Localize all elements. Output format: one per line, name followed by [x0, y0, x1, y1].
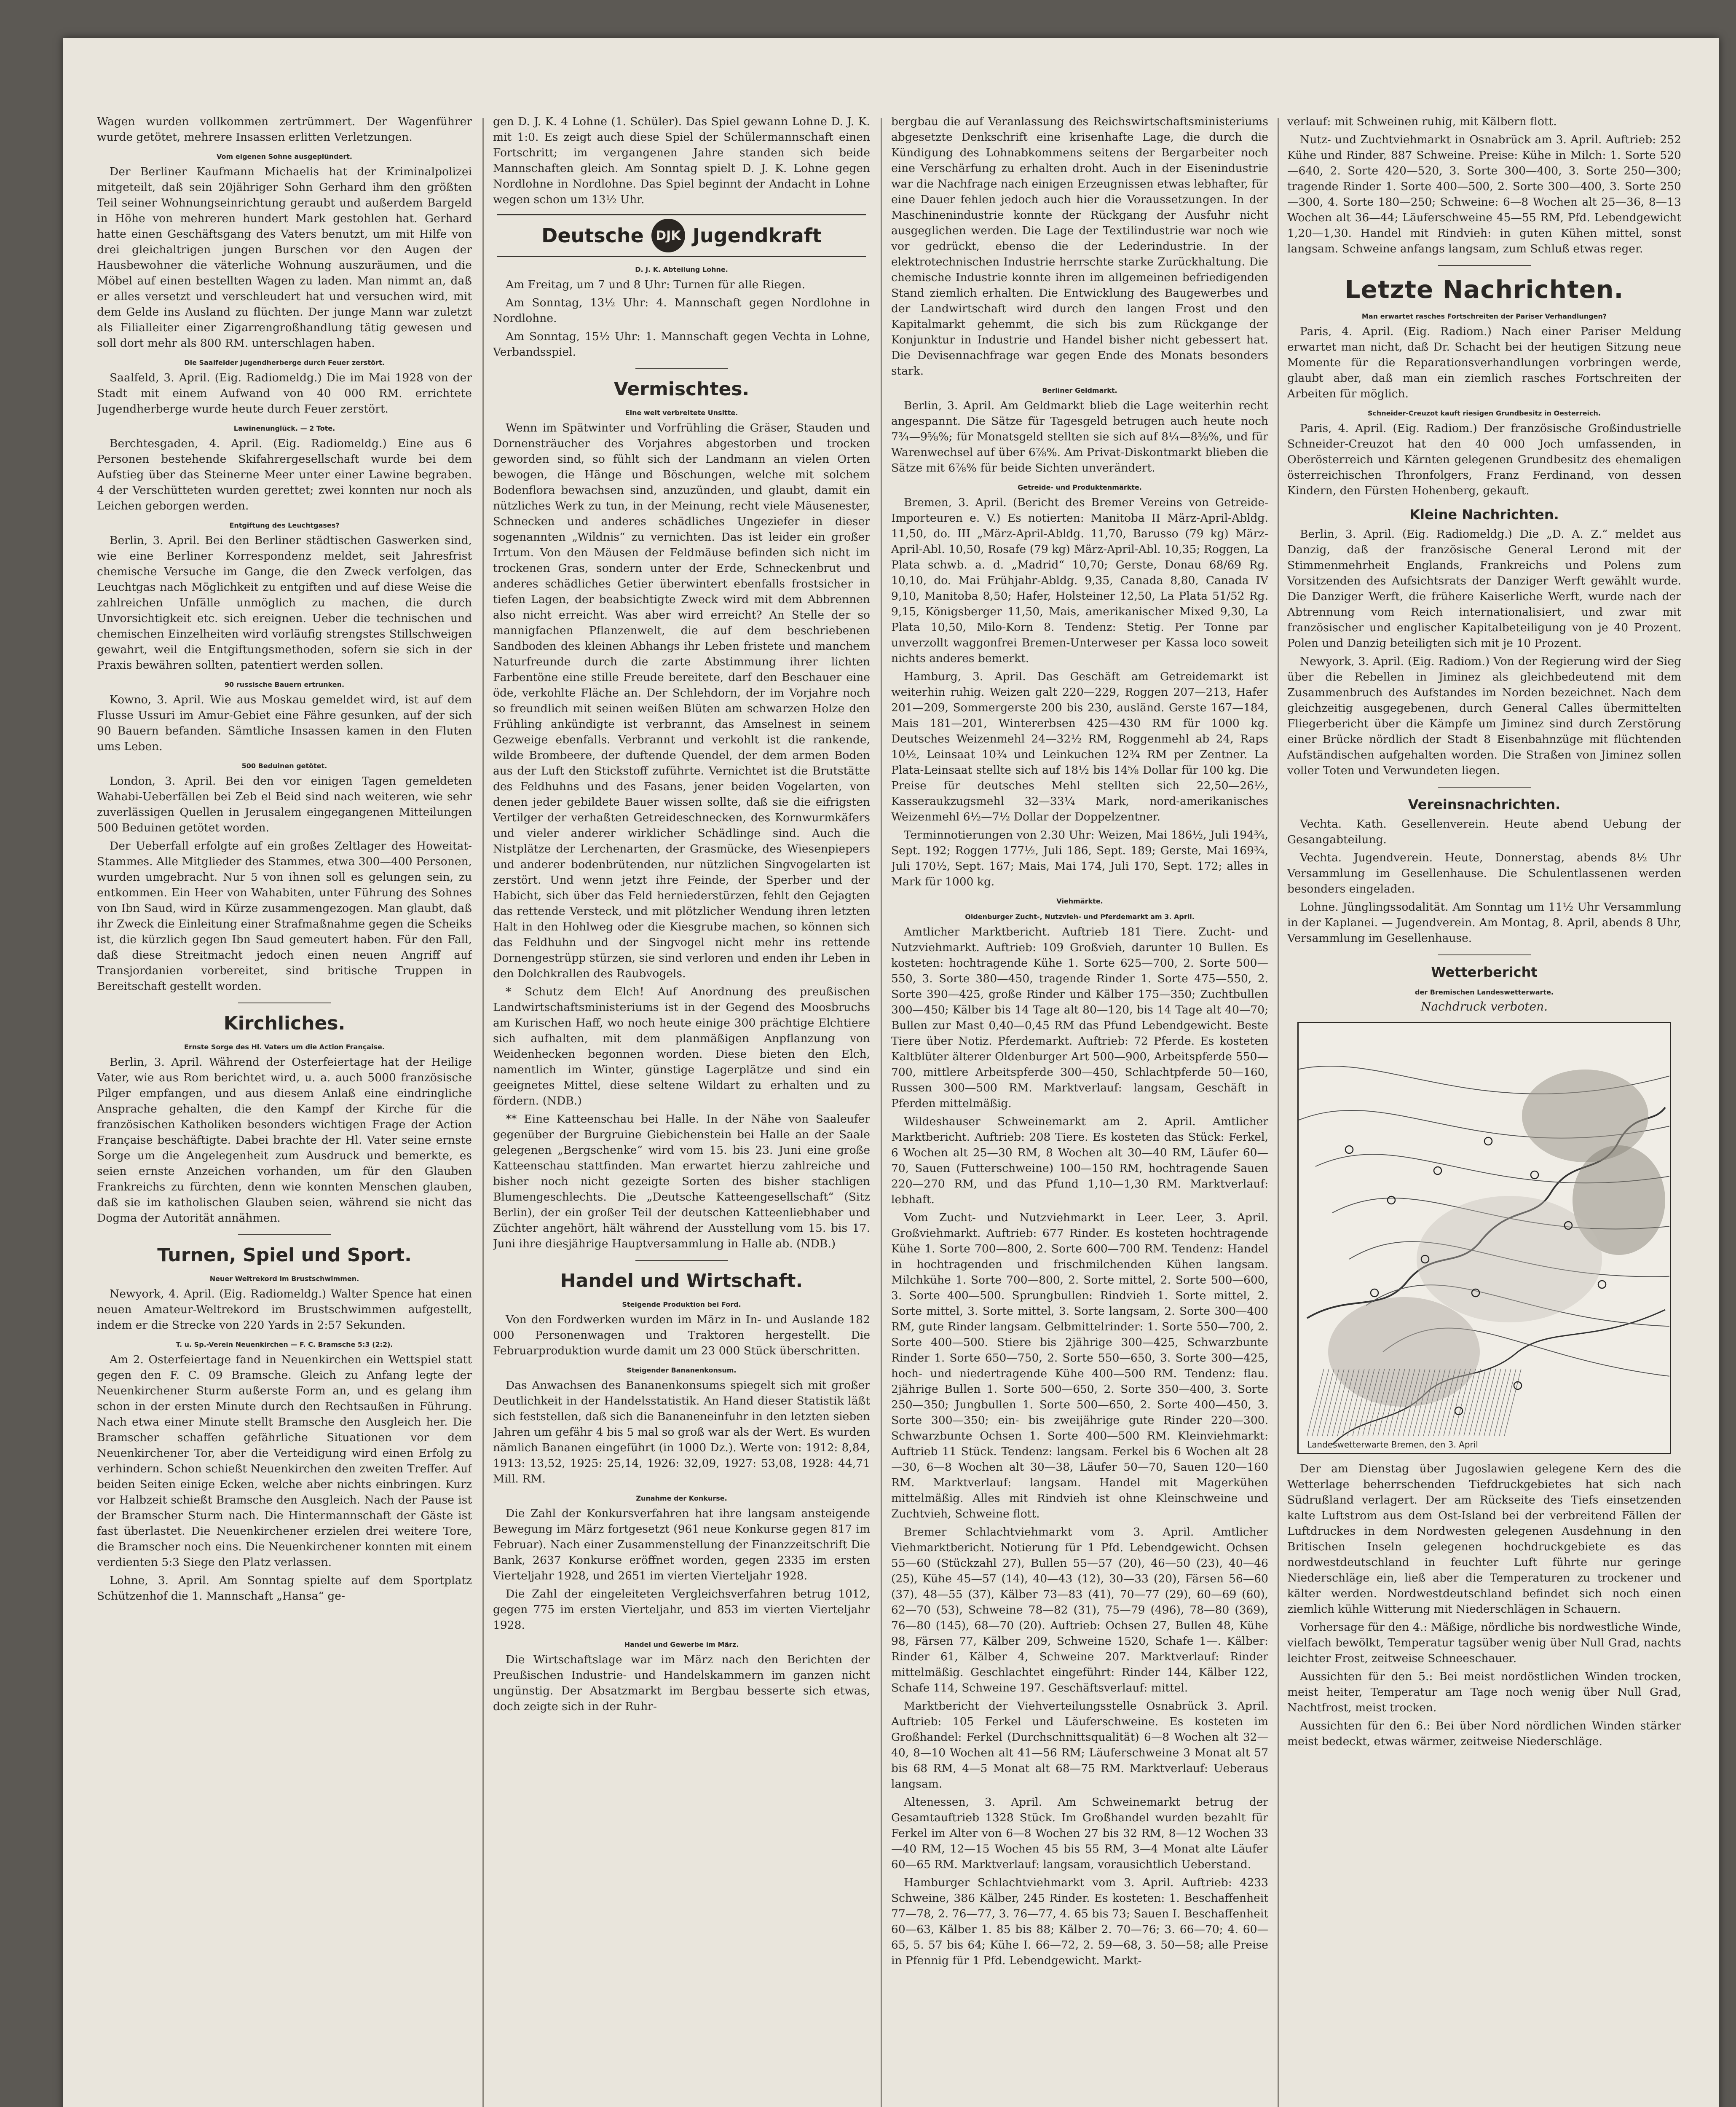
column-4	[1287, 114, 1681, 2107]
article-headline: Die Saalfelder Jugendherberge durch Feuer zerstört.	[184, 359, 385, 367]
section-heading: Letzte Nachrichten.	[1345, 275, 1624, 304]
article-headline: 500 Beduinen getötet.	[241, 762, 327, 770]
article-headline: Neuer Weltrekord im Brustschwimmen.	[209, 1275, 359, 1283]
article-paragraph: Hamburger Schlachtviehmarkt vom 3. April. Auftrieb: 4233 Schweine, 386 Kälber, 245 Rinder. Es kosteten: 1. Beschaffenheit 77—78, 2. 76—77, 3. 76—77, 4. 65 bis 73; Sauen I. Beschaffenheit 60—63, Kälber 1. 85 bis 88; Kälber 2. 70—76; 3. 66—70; 4. 60—65, 5. 57 bis 64; Kühe I. 66—72, 2. 59—68, 3. 50—58; alle Preise in Pfennig für 1 Pfd. Lebendgewicht. Markt-	[891, 1876, 1268, 1967]
article-paragraph: Das Anwachsen des Bananenkonsums spiegelt sich mit großer Deutlichkeit in der Handelsstatistik. An Hand dieser Statistik läßt sich feststellen, daß sich die Bananeneinfuhr in den letzten sieben Jahren um gefähr 4 bis 5 mal so groß war als der Wert. Es wurden nämlich Bananen eingeführt (in 1000 Dz.). Werte von: 1912: 8,84, 1913: 13,52, 1925: 25,14, 1926: 32,09, 1927: 53,08, 1928: 44,71 Mill. RM.	[493, 1379, 870, 1485]
article-paragraph: Aussichten für den 5.: Bei meist nordöstlichen Winden trocken, meist heiter, Temperatur am Tage noch wenig über Null Grad, Nachtfrost, meist trocken.	[1287, 1670, 1681, 1714]
weather-map	[1297, 1022, 1671, 1454]
article-headline: Lawinenunglück. — 2 Tote.	[233, 424, 335, 432]
section-divider	[635, 368, 728, 369]
article-paragraph: Der Ueberfall erfolgte auf ein großes Zeltlager des Howeitat-Stammes. Alle Mitglieder des Stammes, etwa 300—400 Personen, wurden umgebracht. Nur 5 von ihnen soll es gelungen sein, zu entkommen. Ein Heer von Wahabiten, unter Führung des Sohnes von Ibn Saud, wird in Kürze zusammengezogen. Man glaubt, daß ihr Zweck die Einleitung einer Strafmaßnahme gegen die Scheiks ist, die kürzlich gegen Ibn Saud gemeutert haben. Für den Fall, daß diese Streitmacht jedoch einen neuen Angriff auf Transjordanien vorbereitet, sind britische Truppen in Bereitschaft gestellt worden.	[97, 839, 472, 993]
article-paragraph: Die Wirtschaftslage war im März nach den Berichten der Preußischen Industrie- und Handelskammern im ganzen nicht ungünstig. Der Absatzmarkt im Bergbau besserte sich etwas, doch zeigte sich in der Ruhr-	[493, 1653, 870, 1713]
article-paragraph: Wagen wurden vollkommen zertrümmert. Der Wagenführer wurde getötet, mehrere Insassen erlitten Verletzungen.	[97, 115, 472, 144]
article-headline: Handel und Gewerbe im März.	[624, 1641, 739, 1649]
article-paragraph: Vechta. Jugendverein. Heute, Donnerstag, abends 8½ Uhr Versammlung im Gesellenhause. Die Schulentlassenen werden besonders eingeladen.	[1287, 851, 1681, 895]
weather-map-graphic	[1299, 1023, 1669, 1450]
article-paragraph: * Schutz dem Elch! Auf Anordnung des preußischen Landwirtschaftsministeriums ist in der Gegend des Moosbruchs am Kurischen Haff, wo noch heute einige 300 prächtige Elchtiere sich aufhalten, mit dem planmäßigen Anpflanzung von Weidenhecken begonnen worden. Diese bieten den Elch, namentlich im Winter, günstige Lagerplätze und sind ein geeignetes Mittel, diese seltene Wildart zu erhalten und zu fördern. (NDB.)	[493, 985, 870, 1107]
article-headline: Oldenburger Zucht-, Nutzvieh- und Pferdemarkt am 3. April.	[965, 913, 1195, 921]
section-divider	[635, 1260, 728, 1261]
article-headline: T. u. Sp.-Verein Neuenkirchen — F. C. Bramsche 5:3 (2:2).	[176, 1340, 393, 1348]
article-paragraph: Hamburg, 3. April. Das Geschäft am Getreidemarkt ist weiterhin ruhig. Weizen galt 220—229, Roggen 207—213, Hafer 201—209, Sommergerste 200 bis 230, ausländ. Gerste 167—184, Mais 181—201, Wintererbsen 425—430 RM für 1000 kg. Deutsches Weizenmehl 24—32½ RM, Roggenmehl ab 24, Raps 10½, Leinsaat 10¾ und Leinkuchen 12¾ RM per Zentner. La Plata-Leinsaat stellte sich auf 18½ bis 14⅝ Dollar für 100 kg. Die Preise für deutsches Mehl stellten sich 22,50—26½, Kasseraukzugsmehl 32—33¼ Mark, nord-amerikanisches Weizenmehl 6½—7½ Dollar der Doppelzentner.	[891, 670, 1268, 823]
article-paragraph: Am 2. Osterfeiertage fand in Neuenkirchen ein Wettspiel statt gegen den F. C. 09 Bramsche. Gleich zu Anfang legte der Neuenkirchener Sturm außerste Form an, und es gelang ihm schon in der ersten Minute durch den Rechtsaußen in Führung. Nach etwa einer Minute stellt Bramsche den Ausgleich her. Die Bramscher schaffen gefährliche Situationen vor dem Neuenkirchener Tor, aber die Verteidigung wird einen Erfolg zu verhindern. Schon schießt Neuenkirchen den zweiten Treffer. Auf beiden Seiten einige Ecken, welche aber nichts einbringen. Kurz vor Halbzeit schießt Bramsche den Ausgleich. Nach der Pause ist der Bramscher Sturm nach. Die Hintermannschaft der Gäste ist fast überlastet. Die Neuenkirchener erzielen drei weitere Tore, die Bramscher noch eins. Die Neuenkirchener konnten mit einem verdienten 5:3 Siege den Platz verlassen.	[97, 1353, 472, 1569]
article-headline: 90 russische Bauern ertrunken.	[224, 681, 345, 689]
article-headline: Steigender Bananenkonsum.	[627, 1366, 737, 1374]
weather-map-caption: Landeswetterwarte Bremen, den 3. April	[1307, 1440, 1478, 1450]
section-divider	[1438, 787, 1531, 788]
article-paragraph: Bremen, 3. April. (Bericht des Bremer Vereins von Getreide-Importeuren e. V.) Es notierten: Manitoba II März-April-Abldg. 11,50, do. III „März-April-Abldg. 11,70, Barusso (79 kg) März-April-Abl. 10,50, Rosafe (79 kg) März-April-Abl. 10,35; Roggen, La Plata schwb. a. d. „Madrid“ 10,70; Gerste, Donau 68/69 Rg. 10,10, do. Mai Frühjahr-Abldg. 9,35, Canada 8,80, Canada IV 9,10, Manitoba 8,50; Hafer, Holsteiner 12,50, La Plata 51/52 Rg. 9,15, Königsberger 11,50, Mais, amerikanischer Mixed 9,30, La Plata 10,50, Milo-Korn 8. Tendenz: Stetig. Per Tonne par unverzollt waggonfrei Bremen-Unterweser per Kassa loco soweit nichts anderes bemerkt.	[891, 496, 1268, 665]
article-paragraph: Saalfeld, 3. April. (Eig. Radiomeldg.) Die im Mai 1928 von der Stadt mit einem Aufwand von 40 000 RM. errichtete Jugendherberge wurde heute durch Feuer zerstört.	[97, 371, 472, 416]
article-headline: D. J. K. Abteilung Lohne.	[635, 265, 728, 273]
article-paragraph: Marktbericht der Viehverteilungsstelle Osnabrück 3. April. Auftrieb: 105 Ferkel und Läuferschweine. Es kosteten im Großhandel: Ferkel (Durchschnittsqualität) 6—8 Wochen alt 32—40, 8—10 Wochen alt 41—56 RM; Läuferschweine 3 Monat alt 57 bis 68 RM, 4—5 Monat alt 68—75 RM. Marktverlauf: Ueberaus langsam.	[891, 1700, 1268, 1791]
article-headline: Viehmärkte.	[1056, 897, 1103, 905]
article-paragraph: Lohne. Jünglingssodalität. Am Sonntag um 11½ Uhr Versammlung in der Kaplanei. — Jugendverein. Am Montag, 8. April, abends 8 Uhr, Versammlung im Gesellenhause.	[1287, 901, 1681, 945]
article-paragraph: Berlin, 3. April. Am Geldmarkt blieb die Lage weiterhin recht angespannt. Die Sätze für Tagesgeld betrugen auch heute noch 7¾—9⅝%; für Monatsgeld stellten sie sich auf 8¼—8⅜%, und für Warenwechsel auf über 6⅞%. Am Privat-Diskontmarkt blieben die Sätze mit 6⅞% für beide Sichten unverändert.	[891, 399, 1268, 474]
article-paragraph: Wenn im Spätwinter und Vorfrühling die Gräser, Stauden und Dornensträucher des Vorjahres abgestorben und trocken geworden sind, so fühlt sich der Landmann an vielen Orten bewogen, die Hänge und Böschungen, welche mit solchem Bodenflora bewachsen sind, anzuzünden, und glaubt, damit ein nützliches Werk zu tun, in der Meinung, recht viele Mäusenester, Schnecken und anderes schädliches Ungeziefer in dieser sogenannten „Wildnis“ zu vernichten. Das ist leider ein großer Irrtum. Von den Mäusen der Feldmäuse befinden sich nicht im trockenen Gras, sondern unter der Erde, Schneckenbrut und anderes schädliches Getier überwintert ebenfalls frostsicher in tiefen Lagen, der beabsichtigte Zweck wird mit dem Abbrennen also nicht erreicht. Was aber wird erreicht? An Stelle der so mannigfachen Pflanzenwelt, die auf dem beschriebenen Sandboden des kleinen Abhangs ihr Leben fristete und manchem Naturfreunde durch die zarte Abstimmung ihrer lichten Farbentöne eine stille Freude bereitete, darf den Beschauer eine öde, verkohlte Fläche an. Der Schlehdorn, der im Vorjahre noch so freundlich mit seinen weißen Blüten am schwarzen Holze den Frühling ankündigte ist verbrannt, das Amselnest in seinem Gezweige ebenfalls. Verbrannt und verkohlt ist die rankende, wilde Brombeere, der duftende Quendel, der dem armen Boden aus der Luft den Stickstoff zuführte. Vernichtet ist die Brutstätte des Feldhuhns und des Fasans, jener beiden Vogelarten, von denen jeder gebildete Bauer wissen sollte, daß sie die eifrigsten Vertilger der verhaßten Getreideschnecken, des Kornwurmkäfers und vieler anderer wirklicher Schädlinge sind. Auch die Nistplätze der Lerchenarten, der Grasmücke, des Wiesenpiepers und anderer bodenbrütenden, nur nützlichen Singvogelarten ist zerstört. Und wenn jetzt ihre Feinde, der Sperber und der Habicht, sich über das Feld herniederstürzen, fehlt den Gejagten das rettende Versteck, und mit plötzlicher Wendung ihren letzten Halt in den Hohlweg oder die Kiesgrube machen, so können sich das Feldhuhn und der Singvogel nicht mehr ins rettende Dornengestrüpp stürzen, sie sind verloren und enden ihr Leben in den Dolchkrallen des Raubvogels.	[493, 421, 870, 980]
article-paragraph: Amtlicher Marktbericht. Auftrieb 181 Tiere. Zucht- und Nutzviehmarkt. Auftrieb: 109 Großvieh, darunter 10 Bullen. Es kosteten: hochtragende Kühe 1. Sorte 625—700, 2. Sorte 500—550, 3. Sorte 380—450, tragende Rinder 1. Sorte 475—550, 2. Sorte 390—425, große Rinder und Kälber 175—350; Zuchtbullen 300—450; Kälber bis 14 Tage alt 80—120, bis 14 Tage alt 40—70; Bullen zur Mast 0,40—0,45 RM das Pfund Lebendgewicht. Beste Tiere über Notiz. Pferdemarkt. Auftrieb: 72 Pferde. Es kosteten Kaltblüter älterer Oldenburger Art 500—900, Arbeitspferde 550—700, mittlere Arbeitspferde 300—450, Schlachtpferde 50—160, Russen 300—500 RM. Marktverlauf: langsam, Geschäft in Pferden mittelmäßig.	[891, 925, 1268, 1110]
article-headline: Schneider-Creuzot kauft riesigen Grundbesitz in Oesterreich.	[1368, 409, 1601, 417]
article-paragraph: Terminnotierungen von 2.30 Uhr: Weizen, Mai 186½, Juli 194¾, Sept. 192; Roggen 177½, Juli 186, Sept. 189; Gerste, Mai 169¾, Juli 170½, Sept. 167; Mais, Mai 174, Juli 170, Sept. 172; alles in Mark für 1000 kg.	[891, 828, 1268, 888]
article-headline: Steigende Produktion bei Ford.	[622, 1300, 741, 1308]
article-paragraph: verlauf: mit Schweinen ruhig, mit Kälbern flott.	[1287, 115, 1557, 128]
article-paragraph: gen D. J. K. 4 Lohne (1. Schüler). Das Spiel gewann Lohne D. J. K. mit 1:0. Es zeigt auch diese Spiel der Schülermannschaft einen Fortschritt; im vergangenen Jahre standen sich beide Mannschaften gleich. Am Sonntag spielt D. J. K. Lohne gegen Nordlohne in Nordlohne. Das Spiel beginnt der Andacht in Lohne wegen schon um 13½ Uhr.	[493, 115, 870, 206]
section-heading: Wetterbericht	[1431, 964, 1538, 980]
article-paragraph: Altenessen, 3. April. Am Schweinemarkt betrug der Gesamtauftrieb 1328 Stück. Im Großhandel wurden bezahlt für Ferkel im Alter von 6—8 Wochen 27 bis 32 RM, 8—12 Wochen 33—40 RM, 12—15 Wochen 45 bis 55 RM, 3—4 Monat alte Läufer 60—65 RM. Marktverlauf: langsam, vorausichtlich Ueberstand.	[891, 1796, 1268, 1871]
article-paragraph: Vorhersage für den 4.: Mäßige, nördliche bis nordwestliche Winde, vielfach bewölkt, Temperatur tagsüber wenig über Null Grad, nachts leichter Frost, zeitweise Schneeschauer.	[1287, 1621, 1681, 1665]
article-paragraph: Berlin, 3. April. Während der Osterfeiertage hat der Heilige Vater, wie aus Rom berichtet wird, u. a. auch 5000 französische Pilger empfangen, und aus diesem Anlaß eine eindringliche Ansprache gehalten, die den Kampf der Kirche für die französischen Katholiken besonders wichtigen Frage der Action Française beschäftigte. Dabei brachte der Hl. Vater seine ernste Sorge um die Angelegenheit zum Ausdruck und bemerkte, es seien ernste Anzeichen vorhanden, um für den Glauben Frankreichs zu fürchten, denn wie konnten Menschen glauben, daß sie im katholischen Glauben seien, während sie nicht das Dogma der Autorität annähmen.	[97, 1056, 472, 1225]
article-paragraph: Berlin, 3. April. (Eig. Radiomeldg.) Die „D. A. Z.“ meldet aus Danzig, daß der französische General Lerond mit der Stimmenmehrheit Englands, Frankreichs und Polens zum Vorsitzenden des Aufsichtsrats der Danziger Werft gewählt wurde. Die Danziger Werft, die frühere Kaiserliche Werft, wurde nach der Abtrennung vom Reich internationalisiert, und zwar mit französischer und englischer Kapitalbeteiligung von je 40 Prozent. Polen und Danzig beteiligten sich mit je 10 Prozent.	[1287, 528, 1681, 650]
section-divider	[238, 1234, 331, 1235]
article-headline: Ernste Sorge des Hl. Vaters um die Action Française.	[184, 1043, 385, 1051]
section-divider	[1438, 954, 1531, 955]
article-paragraph: Am Sonntag, 15½ Uhr: 1. Mannschaft gegen Vechta in Lohne, Verbandsspiel.	[493, 330, 870, 359]
section-heading: Kleine Nachrichten.	[1409, 507, 1559, 523]
article-paragraph: Nutz- und Zuchtviehmarkt in Osnabrück am 3. April. Auftrieb: 252 Kühe und Rinder, 887 Schweine. Preise: Kühe in Milch: 1. Sorte 520—640, 2. Sorte 420—520, 3. Sorte 300—400, 3. Sorte 250—300; tragende Rinder 1. Sorte 400—500, 2. Sorte 300—400, 3. Sorte 250—300, 4. Sorte 180—250; Schweine: 6—8 Wochen alt 25—36, 8—13 Wochen alt 36—44; Läuferschweine 45—55 RM, Pfd. Lebendgewicht 1,20—1,30. Handel mit Rindvieh: in guten Kühen mittel, sonst langsam. Schweine anfangs langsam, zum Schluß etwas reger.	[1287, 133, 1681, 255]
section-heading: Vereinsnachrichten.	[1408, 796, 1561, 812]
article-paragraph: Die Zahl der eingeleiteten Vergleichsverfahren betrug 1012, gegen 775 im ersten Vierteljahr, und 853 im vierten Vierteljahr 1928.	[493, 1587, 870, 1632]
column-rule	[1278, 118, 1279, 2107]
article-headline: Berliner Geldmarkt.	[1042, 386, 1117, 394]
newspaper-page	[63, 38, 1719, 2107]
article-paragraph: Kowno, 3. April. Wie aus Moskau gemeldet wird, ist auf dem Flusse Ussuri im Amur-Gebiet eine Fähre gesunken, auf der sich 90 Bauern befanden. Sämtliche Insassen kamen in den Fluten ums Leben.	[97, 693, 472, 753]
column-rule	[881, 118, 882, 2107]
article-headline: Man erwartet rasches Fortschreiten der Pariser Verhandlungen?	[1361, 312, 1607, 320]
article-paragraph: London, 3. April. Bei den vor einigen Tagen gemeldeten Wahabi-Ueberfällen bei Zeb el Beid sind nach weiteren, wie sehr zuverlässigen Quellen in Jerusalem eingegangenen Mitteilungen 500 Beduinen getötet worden.	[97, 775, 472, 834]
column-rule	[482, 118, 484, 2107]
article-headline: Getreide- und Produktenmärkte.	[1018, 483, 1142, 491]
article-paragraph: Newyork, 4. April. (Eig. Radiomeldg.) Walter Spence hat einen neuen Amateur-Weltrekord im Brustschwimmen aufgestellt, indem er die Strecke von 220 Yards in 2:57 Sekunden.	[97, 1287, 472, 1332]
column-2	[493, 114, 870, 2107]
article-paragraph: Bremer Schlachtviehmarkt vom 3. April. Amtlicher Viehmarktbericht. Notierung für 1 Pfd. Lebendgewicht. Ochsen 55—60 (Stückzahl 27), Bullen 55—57 (20), 46—50 (23), 40—46 (25), Kühe 45—57 (14), 40—43 (12), 30—33 (20), Färsen 56—60 (37), 48—55 (37), Kälber 73—83 (41), 70—77 (29), 60—69 (60), 62—70 (53), Schweine 78—82 (31), 75—79 (496), 78—80 (369), 76—80 (145), 68—70 (20). Auftrieb: Ochsen 27, Bullen 48, Kühe 98, Färsen 77, Kälber 209, Schweine 1520, Schafe 1—. Kälber: Rinder 61, Kälber 4, Schweine 207. Marktverlauf: Rinder mittelmäßig. Geschlachtet eingeführt: Rinder 144, Kälber 122, Schafe 114, Schweine 197. Geschäftsverlauf: mittel.	[891, 1525, 1268, 1694]
article-paragraph: Die Zahl der Konkursverfahren hat ihre langsam ansteigende Bewegung im März fortgesetzt (961 neue Konkurse gegen 817 im Februar). Nach einer Zusammenstellung der Finanzzeitschrift Die Bank, 2637 Konkurse eröffnet worden, gegen 2335 im ersten Vierteljahr 1928, und 2651 im vierten Vierteljahr 1928.	[493, 1507, 870, 1582]
article-paragraph: Der Berliner Kaufmann Michaelis hat der Kriminalpolizei mitgeteilt, daß sein 20jähriger Sohn Gerhard ihm den größten Teil seiner Wohnungseinrichtung geraubt und außerdem Bargeld in Höhe von mehreren hundert Mark gestohlen hat. Gerhard hatte einen Geschäftsgang des Vaters benutzt, um mit Hilfe von drei gleichaltrigen jungen Burschen vor den Augen der Hausbewohner die väterliche Wohnung auszuräumen, und die Möbel auf einen bestellten Wagen zu laden. Man nimmt an, daß er alles versetzt und verschleudert hat und versuchen wird, mit dem Gelde ins Ausland zu flüchten. Der junge Mann war zuletzt als Filialleiter einer Zigarrengroßhandlung tätig gewesen und soll dort mehr als 800 RM. unterschlagen haben.	[97, 165, 472, 350]
article-headline: Eine weit verbreitete Unsitte.	[625, 409, 738, 417]
djk-banner-left-text: Deutsche	[541, 224, 644, 247]
djk-banner	[497, 214, 866, 257]
section-heading: Turnen, Spiel und Sport.	[157, 1244, 412, 1266]
djk-emblem-icon: DJK	[651, 219, 685, 252]
column-1	[97, 114, 472, 2107]
section-divider	[1438, 265, 1531, 266]
article-paragraph: ** Eine Katteenschau bei Halle. In der Nähe von Saaleufer gegenüber der Burgruine Giebichenstein bei Halle an der Saale gelegenen „Bergschenke“ wird vom 15. bis 23. Juni eine große Katteenschau stattfinden. Man erwartet hierzu zahlreiche und bisher noch nicht gezeigte Sorten des bisher stachligen Blumengeschlechts. Die „Deutsche Katteengesellschaft“ (Sitz Berlin), der ein großer Teil der deutschen Katteenliebhaber und Züchter angehört, hält während der Ausstellung vom 15. bis 17. Juni ihre diesjährige Hauptversammlung in Halle ab. (NDB.)	[493, 1112, 870, 1250]
article-headline: Zunahme der Konkurse.	[636, 1494, 727, 1502]
article-paragraph: Lohne, 3. April. Am Sonntag spielte auf dem Sportplatz Schützenhof die 1. Mannschaft „Hansa“ ge-	[97, 1574, 472, 1603]
article-paragraph: Der am Dienstag über Jugoslawien gelegene Kern des die Wetterlage beherrschenden Tiefdruckgebietes hat sich nach Südrußland verlagert. Der am Rückseite des Tiefs einsetzenden kalte Luftstrom aus dem Ost-Island bei der verbreitend Fällen der Luftdruckes in dem Nordwesten gelegenen Ausdehnung in den Britischen Inseln gelegenen hochdruckgebiete es das nordwestdeutschland in feuchter Luft führte nur geringe Niederschläge ein, ließ aber die Temperaturen zu trockener und kälter werden. Nordwestdeutschland befindet sich noch einen ziemlich kühle Witterung mit Niederschlägen in Schauern.	[1287, 1462, 1681, 1616]
section-heading: Vermischtes.	[613, 378, 750, 400]
column-3	[891, 114, 1268, 2107]
section-heading: Kirchliches.	[223, 1013, 346, 1034]
article-paragraph: Paris, 4. April. (Eig. Radiom.) Der französische Großindustrielle Schneider-Creuzot hat den 40 000 Joch umfassenden, in Oberösterreich und Kärnten gelegenen Grundbesitz des ehemaligen österreichischen Thronfolgers, Franz Ferdinand, von dessen Kindern, den Fürsten Hohenberg, gekauft.	[1287, 422, 1681, 497]
article-paragraph: Paris, 4. April. (Eig. Radiom.) Nach einer Pariser Meldung erwartet man nicht, daß Dr. Schacht bei der heutigen Sitzung neue Momente für die Reparationsverhandlungen vorbringen werde, glaubt aber, daß man ein ziemlich rasches Fortschreiten der Arbeiten für möglich.	[1287, 325, 1681, 400]
article-paragraph: Am Sonntag, 13½ Uhr: 4. Mannschaft gegen Nordlohne in Nordlohne.	[493, 296, 870, 325]
article-headline: der Bremischen Landeswetterwarte.	[1415, 988, 1554, 996]
article-paragraph: Vom Zucht- und Nutzviehmarkt in Leer. Leer, 3. April. Großviehmarkt. Auftrieb: 677 Rinder. Es kosteten hochtragende Kühe 1. Sorte 700—800, 2. Sorte 600—700 RM. Tendenz: Handel in hochtragenden und frischmilchenden Kühen langsam. Milchkühe 1. Sorte 700—800, 2. Sorte mittel, 2. Sorte 500—600, 3. Sorte 400—500. Sprungbullen: Rindvieh 1. Sorte mittel, 2. Sorte mittel, 3. Sorte mittel, 3. Sorte langsam, 2. Sorte 300—400 RM, gute Rinder langsam. Gelbmittelrinder: 1. Sorte 550—700, 2. Sorte 400—500. Stiere bis 2jährige 300—425, Schwarzbunte Rinder 1. Sorte 650—750, 2. Sorte 550—650, 3. Sorte 300—425, hoch- und niedertragende Kühe 400—500 RM. Tendenz: flau. 2jährige Bullen 1. Sorte 500—650, 2. Sorte 350—400, 3. Sorte 250—350; Jungbullen 1. Sorte 500—650, 2. Sorte 400—450, 3. Sorte 300—350; ein- bis zweijährige gute Rinder 220—300. Schwarzbunte Ochsen 1. Sorte 400—500 RM. Kleinviehmarkt: Auftrieb 11 Stück. Tendenz: langsam. Ferkel bis 6 Wochen alt 28—30, 6—8 Wochen alt 30—38, Läufer 50—70, Sauen 120—160 RM. Marktverlauf: langsam. Handel mit Magerkühen mittelmäßig. Alles mit Rindvieh ist ohne Kleinschweine und Zuchtvieh, Schweine flott.	[891, 1211, 1268, 1520]
article-headline: Entgiftung des Leuchtgases?	[229, 521, 340, 529]
article-headline: Vom eigenen Sohne ausgeplündert.	[217, 153, 352, 161]
article-paragraph: Vechta. Kath. Gesellenverein. Heute abend Uebung der Gesangabteilung.	[1287, 818, 1681, 846]
section-heading: Handel und Wirtschaft.	[560, 1270, 803, 1292]
article-paragraph: Aussichten für den 6.: Bei über Nord nördlichen Winden stärker meist bedeckt, etwas wärmer, zeitweise Niederschläge.	[1287, 1719, 1681, 1748]
djk-banner-right-text: Jugendkraft	[692, 224, 822, 247]
article-paragraph: bergbau die auf Veranlassung des Reichswirtschaftsministeriums abgesetzte Denkschrift eine krisenhafte Lage, die durch die Kündigung des Lohnabkommens seitens der Bergarbeiter noch eine Verschärfung zu erhalten droht. Auch in der Eisenindustrie war die Nachfrage nach einigen Erzeugnissen etwas lebhafter, für eine Dauer fehlen jedoch auch hier die Voraussetzungen. In der Maschinenindustrie konnte der Rückgang der Ausfuhr nicht ausgeglichen werden. Die Lage der Textilindustrie war noch wie vor gedrückt, ebenso die der Lederindustrie. In der elektrotechnischen Industrie herrschte starke Zurückhaltung. Die chemische Industrie konnte ihren im allgemeinen befriedigenden Stand ziemlich erhalten. Die Entwicklung des Baugewerbes und der Landwirtschaft wird durch den langen Frost und den Kapitalmarkt gehemmt, die sich bis zum Rückgange der Konjunktur in Industrie und Handel bisher nicht gebessert hat. Die Devisennachfrage war gegen Ende des Monats besonders stark.	[891, 115, 1268, 378]
article-paragraph: Berlin, 3. April. Bei den Berliner städtischen Gaswerken sind, wie eine Berliner Korrespondenz meldet, seit Jahresfrist chemische Versuche im Gange, die den Zweck verfolgen, das Leuchtgas nach Möglichkeit zu entgiften und auf diese Weise die zahlreichen Unfälle unmöglich zu machen, die durch Unvorsichtigkeit etc. sich ereignen. Ueber die technischen und chemischen Einzelheiten wird vorläufig strengstes Stillschweigen gewahrt, weil die Entgiftungsmethoden, sofern sie sich in der Praxis bewähren sollten, patentiert werden sollen.	[97, 534, 472, 672]
subheading: Nachdruck verboten.	[1420, 1000, 1548, 1013]
article-paragraph: Von den Fordwerken wurden im März in In- und Auslande 182 000 Personenwagen und Traktoren hergestellt. Die Februarproduktion wurde damit um 23 000 Stück überschritten.	[493, 1313, 870, 1357]
article-paragraph: Berchtesgaden, 4. April. (Eig. Radiomeldg.) Eine aus 6 Personen bestehende Skifahrergesellschaft wurde bei dem Aufstieg über das Steinerne Meer unter einer Lawine begraben. 4 der Verschütteten wurden gerettet; zwei konnten nur noch als Leichen geborgen werden.	[97, 437, 472, 512]
article-paragraph: Am Freitag, um 7 und 8 Uhr: Turnen für alle Riegen.	[506, 278, 806, 291]
article-paragraph: Newyork, 3. April. (Eig. Radiom.) Von der Regierung wird der Sieg über die Rebellen in Jiminez als gleichbedeutend mit dem Zusammenbruch des Aufstandes im Norden bezeichnet. Nach dem gleichzeitig ausgegebenen, durch General Calles übermittelten Fliegerbericht über die Kämpfe um Jiminez sind durch Zerstörung einer Brücke nördlich der Stadt 8 Eisenbahnzüge mit flüchtenden Aufständischen aufgehalten worden. Die Straßen von Jiminez sollen voller Toten und Verwundeten liegen.	[1287, 655, 1681, 777]
article-paragraph: Wildeshauser Schweinemarkt am 2. April. Amtlicher Marktbericht. Auftrieb: 208 Tiere. Es kosteten das Stück: Ferkel, 6 Wochen alt 25—30 RM, 8 Wochen alt 30—40 RM, Läufer 60—70, Sauen (Futterschweine) 100—150 RM, hochtragende Sauen 220—270 RM, und das Pfund 1,10—1,30 RM. Marktverlauf: lebhaft.	[891, 1115, 1268, 1206]
